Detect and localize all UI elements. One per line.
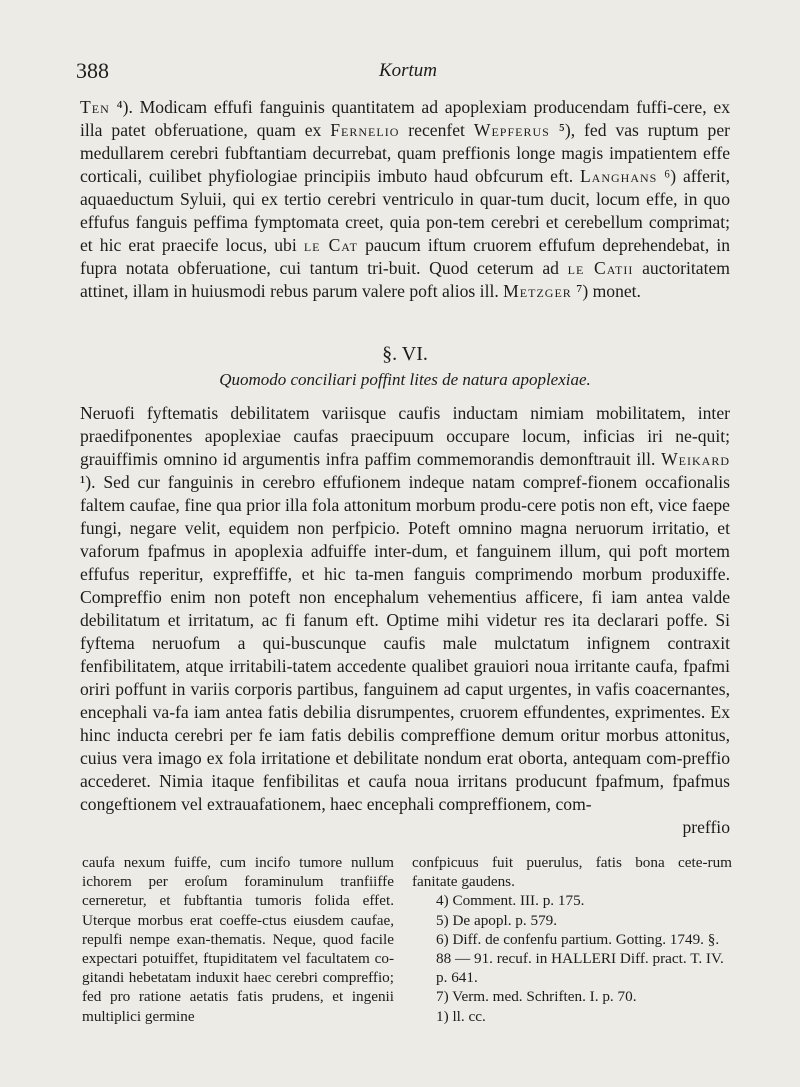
small-caps-name: le Cat [303, 235, 358, 255]
small-caps-name: Wepferus [473, 120, 550, 140]
footnote-item: 4) Comment. III. p. 175. [436, 892, 585, 910]
catchword: preffio [682, 817, 730, 837]
page-number: 388 [76, 58, 109, 83]
footnote-item: 5) De apopl. p. 579. [436, 911, 558, 929]
small-caps-name: Weikard [661, 449, 730, 469]
footnote-item: 1) ll. cc. [436, 1007, 486, 1025]
small-caps-name: Metzger [503, 281, 572, 301]
small-caps-name: Langhans [579, 166, 658, 186]
small-caps-name: Ten [80, 97, 110, 117]
text-run: ⁵), fed vas ruptum per medullarem cerebri fubftantiam decurrebat, quam preffionis longe magis impatientem effe corticali, cuilibet phyfiologiae principiis imbuto haud obfcurum eft. [80, 120, 731, 186]
footnotes-left-column: caufa nexum fuiffe, cum incifo tumore nullum ichorem per eroſum foraminulum tranfiiffe cerneretur, et fubftantia tumoris folida effet. Uterque morbus erat coeffe-ctus eiusdem caufae, repulfi nempe exan-thematis. Neque, quod facile expectari potuiffet, ftupiditatem vel facultatem co-gitandi hebetatam induxit haec cerebri compreffio; fed pro ratione aetatis fatis prudens, et ingenii multiplici germine [82, 854, 394, 1025]
text-run: Neruofi fyftematis debilitatem variisque caufis inductam nimiam mobilitatem, inter praedifponentes apoplexiae caufas praecipuum occupare locum, inficias iri ne-quit; grauiffimis omnino id argumentis infra paffim commemorandis demonftrauit ill. [80, 403, 730, 469]
text-run: recenfet [399, 120, 474, 140]
footnotes-right-column [412, 853, 732, 1026]
footnote-item: 6) Diff. de confenfu partium. Gotting. 1749. §. 88 — 91. recuf. in HALLERI Diff. pract. T. IV. p. 641. [436, 930, 724, 987]
text-run: ⁷) monet. [571, 281, 641, 301]
section-subtitle: Quomodo conciliari poffint lites de natura apoplexiae. [219, 370, 591, 389]
paragraph-main [80, 402, 730, 839]
text-run: ⁶) afferit, aquaeductum Syluii, qui ex tertio cerebri ventriculo in quar-tum ducit, locum effe, in quo effufus fanguis peffima fymptomata creet, quia pon-tem cerebri et cerebellum comprimat; et hic erat praecife locus, ubi [80, 166, 730, 255]
text-run: auctoritatem attinet, illam in huiusmodi rebus parum valere poft alios ill. [80, 258, 730, 301]
paragraph-main-body [80, 403, 730, 814]
text-run: paucum iftum cruorem effufum deprehendebat, in fupra notata obferuatione, cui tantum tri-buit. Quod ceterum ad [80, 235, 730, 278]
section-heading: §. VI. [382, 343, 428, 365]
small-caps-name: Fernelio [330, 120, 400, 140]
paragraph-top [80, 96, 730, 303]
page-header [76, 58, 740, 88]
footnote-item: 7) Verm. med. Schriften. I. p. 70. [436, 988, 637, 1006]
footnote-continuation: confpicuus fuit puerulus, fatis bona cete-rum fanitate gaudens. [412, 854, 732, 891]
text-run: ¹). Sed cur fanguinis in cerebro effufionem indeque natam compref-fionem occafionalis faltem caufae, fine qua prior illa fola attonitum morbum produ-cere potis non eft, vice faepe fungi, negare velit, equidem non perfpicio. Poteft omnino magna neruorum irritatio, et vaforum fpafmus in apoplexia adfuiffe inter-dum, et fanguinem illum, qui poft mortem effufus reperitur, expreffiffe, et hic ta-men fanguis comprimendo morbum produxiffe. Compreffio enim non poteft non encephalum vehementius afficere, fi iam antea valde debilitatum et irritatum, ac fi fanum eft. Optime mihi videtur res ita declarari poffe. Si fyftema neruofum a qui-buscunque caufis male mulctatum infignem contraxit fenfibilitatem, atque irritabili-tatem accedente qualibet grauiori noua irritante caufa, fpafmi oriri poffunt in variis corporis partibus, fanguinem ad caput urgentes, in vafis coacernantes, encephali va-fa iam antea fatis debilia disrumpentes, cruorem effundentes, exprimentes. Ex hinc inducta cerebri per fe iam fatis debilis compreffione demum oritur morbus attonitus, cuius vera imago ex fola irritatione et debilitate nondum erat oborta, antequam com-preffio accederet. Nimia itaque fenfibilitas et caufa noua irritans producunt fpafmum, fpafmus congeftionem vel extrauafationem, haec encephali compreffionem, com- [80, 472, 730, 814]
text-run: ⁴). Modicam effufi fanguinis quantitatem ad apoplexiam producendam fuffi-cere, ex illa patet obferuatione, quam ex [80, 97, 730, 140]
running-head: Kortum [378, 60, 438, 81]
small-caps-name: le Catii [567, 258, 634, 278]
